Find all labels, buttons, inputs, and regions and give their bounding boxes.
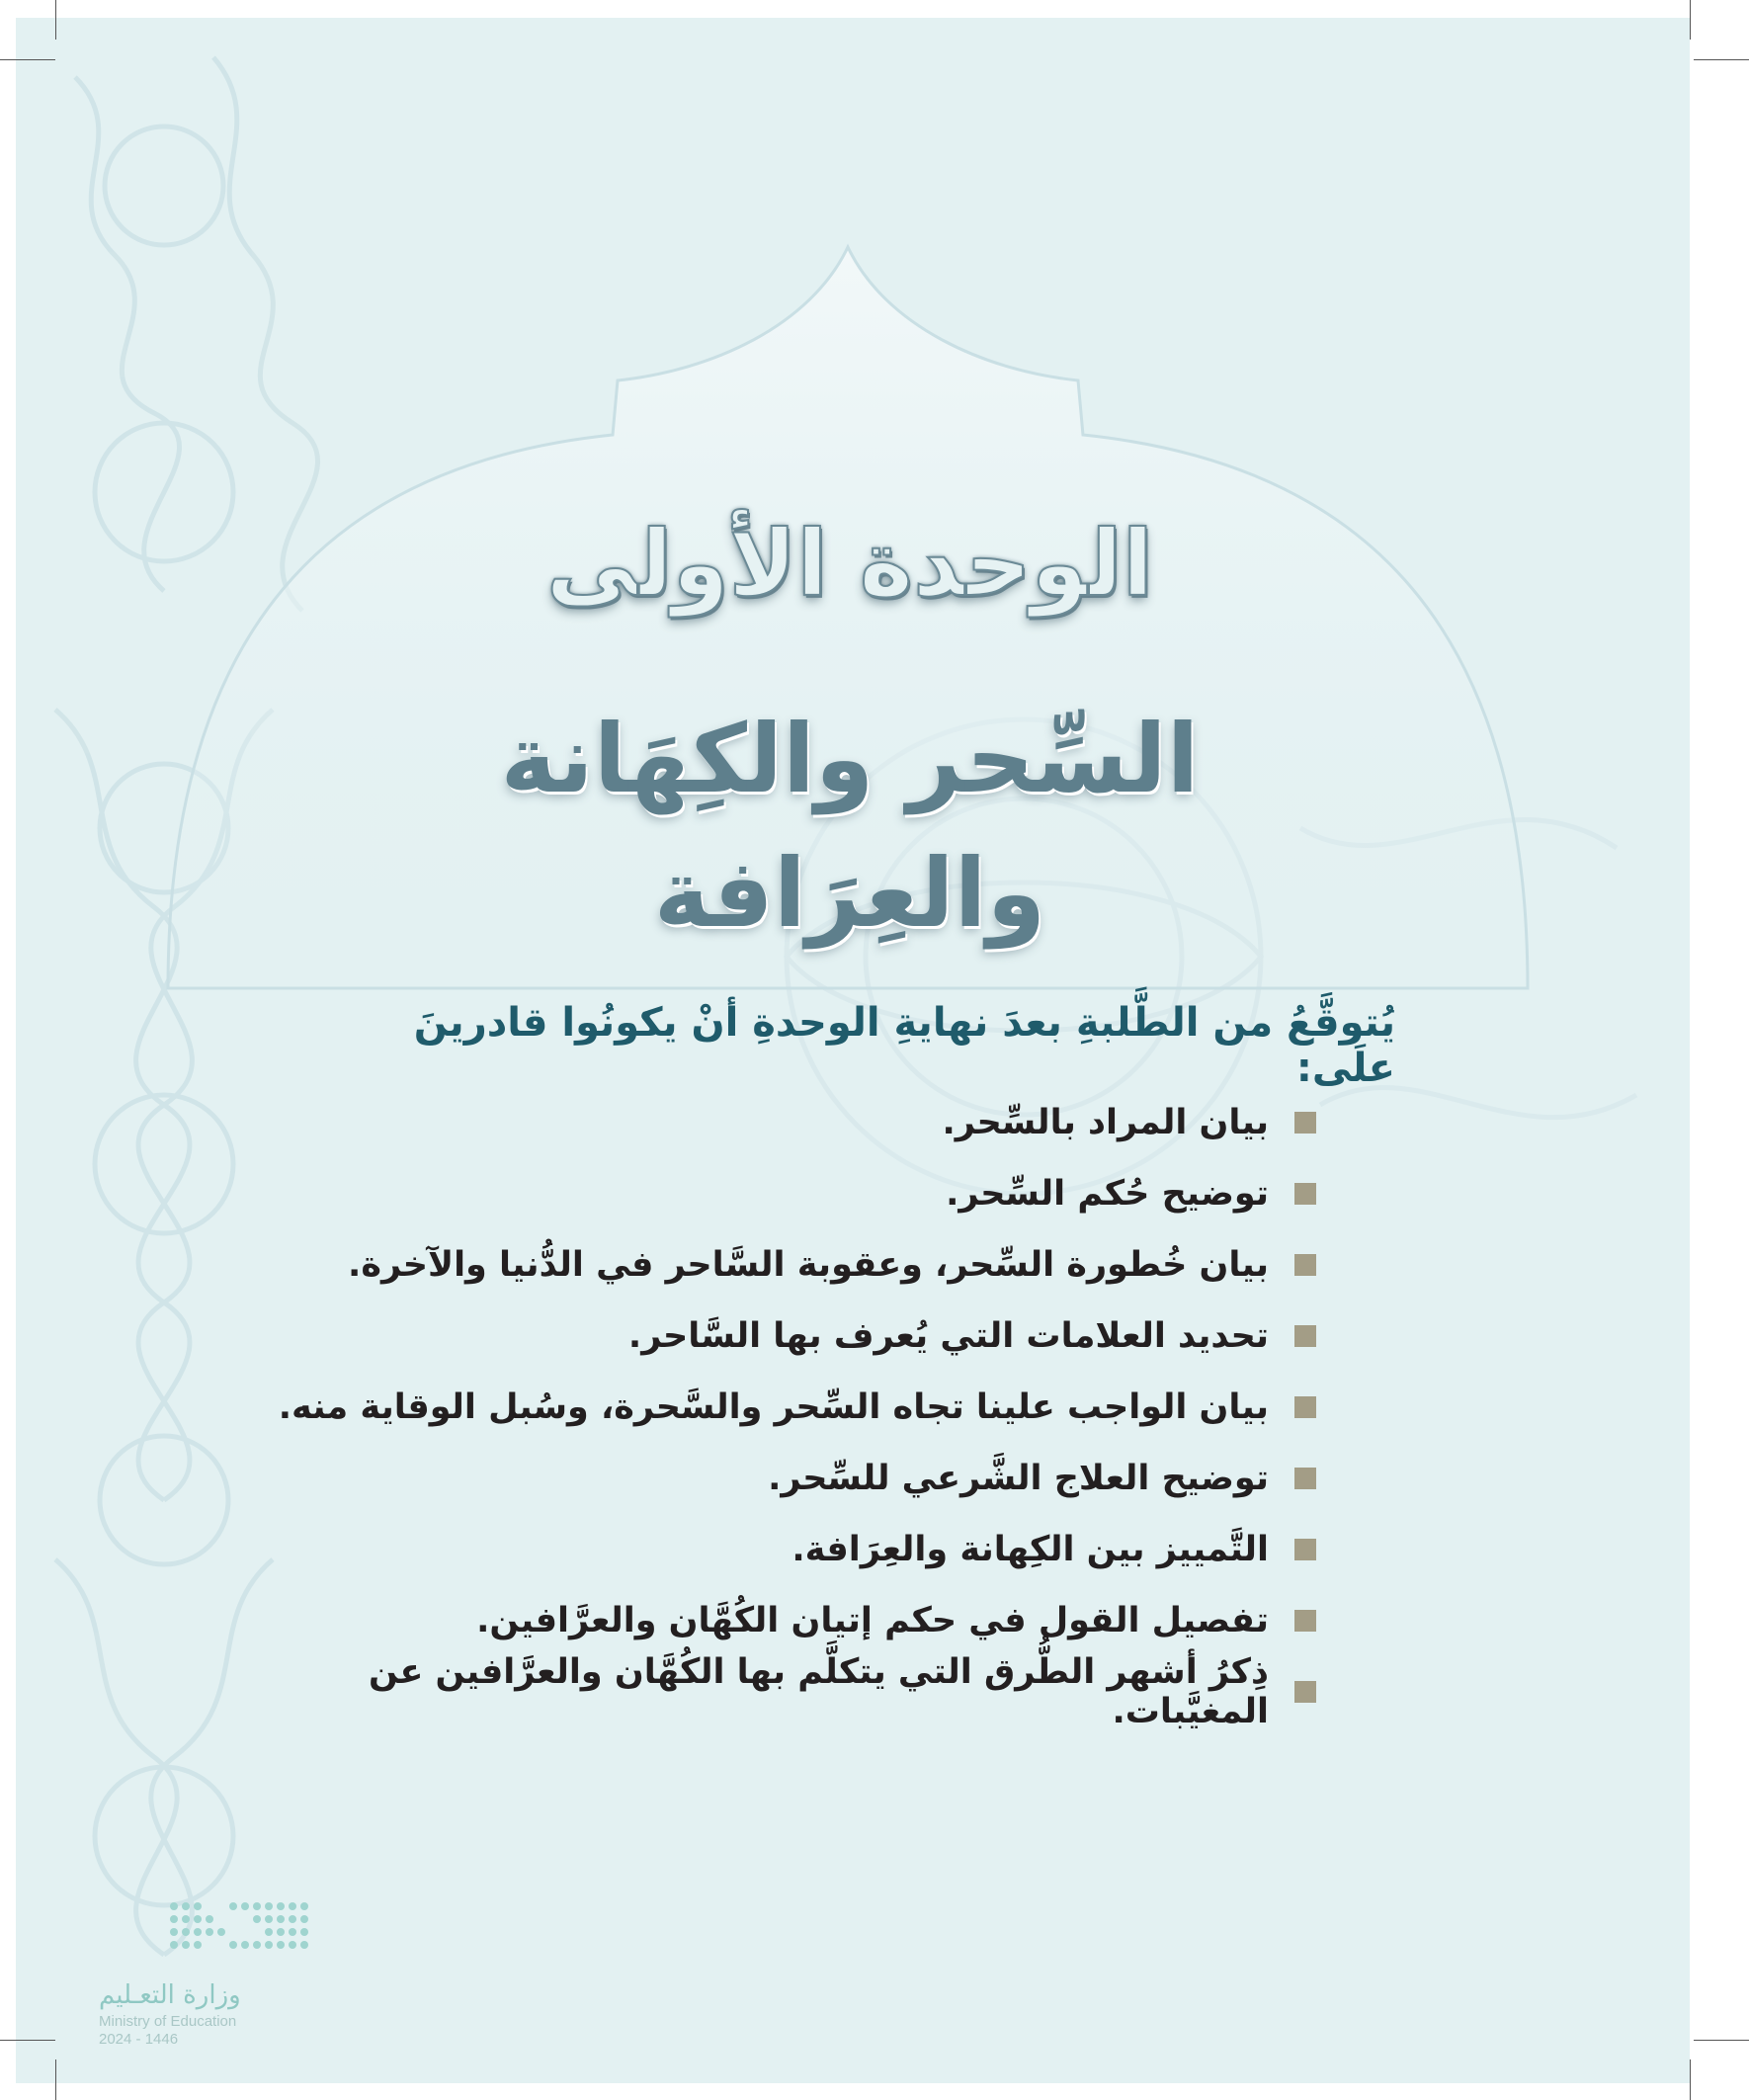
objective-text: توضيح العلاج الشَّرعي للسِّحر.: [768, 1459, 1269, 1498]
list-item: [209, 1652, 1316, 1731]
square-bullet-icon: [1294, 1396, 1316, 1418]
edition-year: 2024 - 1446: [99, 2031, 179, 2048]
objective-text: بيان خُطورة السِّحر، وعقوبة السَّاحر في الدُّنيا والآخرة.: [348, 1245, 1269, 1285]
crop-mark: [0, 2040, 55, 2041]
crop-mark: [0, 59, 55, 60]
square-bullet-icon: [1294, 1468, 1316, 1489]
unit-title: [296, 692, 1403, 962]
crop-mark: [55, 2059, 56, 2100]
crop-mark: [1690, 2059, 1691, 2100]
objective-text: بيان الواجب علينا تجاه السِّحر والسَّحرة، وسُبل الوقاية منه.: [278, 1387, 1269, 1427]
square-bullet-icon: [1294, 1539, 1316, 1560]
list-item: [209, 1229, 1316, 1301]
objective-text: توضيح حُكم السِّحر.: [946, 1174, 1269, 1214]
list-item: [209, 1158, 1316, 1229]
square-bullet-icon: [1294, 1254, 1316, 1276]
objectives-intro: يُتوقَّعُ من الطَّلبةِ بعدَ نهايةِ الوحدةِ أنْ يكونُوا قادرينَ علَى:: [413, 1000, 1395, 1091]
list-item: [209, 1443, 1316, 1514]
square-bullet-icon: [1294, 1183, 1316, 1205]
list-item: [209, 1301, 1316, 1372]
square-bullet-icon: [1294, 1610, 1316, 1632]
objective-text: التَّمييز بين الكِهانة والعِرَافة.: [791, 1530, 1269, 1569]
crop-mark: [1694, 59, 1749, 60]
unit-title-line-2: والعِرَافة: [653, 838, 1046, 950]
list-item: [209, 1087, 1316, 1158]
list-item: [209, 1514, 1316, 1585]
objective-text: ذِكرُ أشهر الطُّرق التي يتكلَّم بها الكُهَّان والعرَّافين عن المغيَّبات.: [368, 1652, 1269, 1731]
list-item: [209, 1372, 1316, 1443]
list-item: [209, 1585, 1316, 1656]
square-bullet-icon: [1294, 1325, 1316, 1347]
crop-mark: [1690, 0, 1691, 40]
square-bullet-icon: [1294, 1681, 1316, 1703]
unit-title-line-1: السِّحر والكِهَانة: [500, 704, 1200, 814]
ministry-name-english: Ministry of Education: [99, 2013, 237, 2030]
ministry-name-arabic: وزارة التعـليم: [99, 1980, 241, 2010]
objective-text: بيان المراد بالسِّحر.: [942, 1103, 1269, 1142]
objective-text: تحديد العلامات التي يُعرف بها السَّاحر.: [627, 1316, 1269, 1356]
objectives-list: [209, 1087, 1316, 1731]
unit-label: الوحدة الأولى: [545, 511, 1154, 617]
objective-text: تفصيل القول في حكم إتيان الكُهَّان والعرَّافين.: [476, 1601, 1269, 1640]
crop-mark: [1694, 2040, 1749, 2041]
square-bullet-icon: [1294, 1112, 1316, 1134]
crop-mark: [55, 0, 56, 40]
